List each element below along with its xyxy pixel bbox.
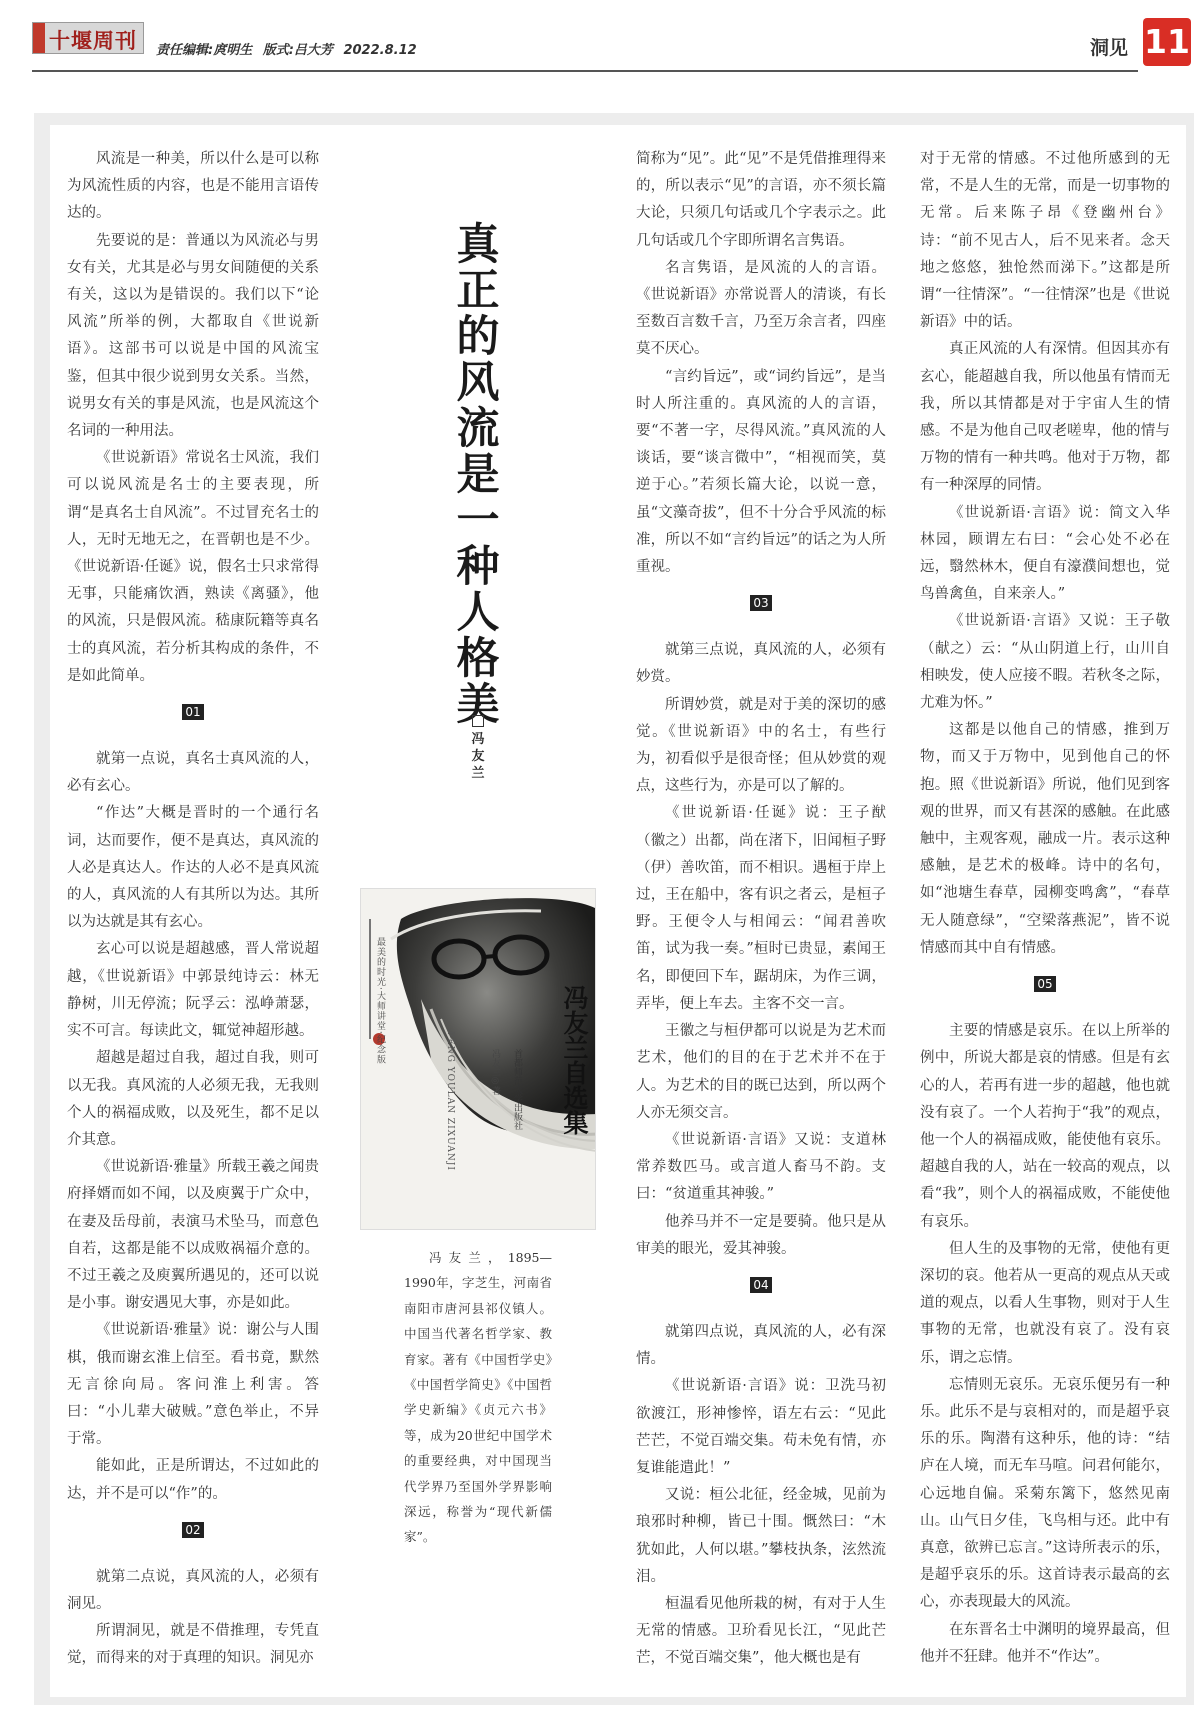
article-paragraph: 《世说新语·言语》说：卫洗马初欲渡江，形神惨悴，语左右云：“见此芒芒，不觉百端交集。苟未免有情，亦复谁能遣此！” <box>636 1378 886 1476</box>
article-paragraph: 就第一点说，真名士真风流的人，必有玄心。 <box>67 751 319 795</box>
article-paragraph: 在东晋名士中渊明的境界最高，但他并不狂肆。他并不“作达”。 <box>920 1621 1170 1665</box>
article-column-1 <box>67 146 319 1673</box>
article-paragraph: 桓温看见他所栽的树，有对于人生无常的情感。卫玠看见长江，“见此芒芒，不觉百端交集”，他大概也是有 <box>636 1595 886 1667</box>
article-paragraph: 但人生的及事物的无常，使他有更深切的哀。他若从一更高的观点从天或道的观点，以看人生事物，则对于人生事物的无常，也就没有哀了。没有哀乐，谓之忘情。 <box>920 1240 1170 1366</box>
article-paragraph: 对于无常的情感。不过他所感到的无常，不是人生的无常，而是一切事物的无常。后来陈子昂《登幽州台》诗：“前不见古人，后不见来者。念天地之悠悠，独怆然而涕下。”这都是所谓“一往情深”。“一往情深”也是《世说新语》中的话。 <box>920 151 1170 331</box>
article-paragraph: 又说：桓公北征，经金城，见前为琅邪时种柳，皆已十围。慨然曰：“木犹如此，人何以堪。”攀枝执条，泫然流泪。 <box>636 1487 886 1585</box>
article-paragraph: 《世说新语·言语》又说：王子敬（献之）云：“从山阴道上行，山川自相映发，使人应接不暇。若秋冬之际，尤难为怀。” <box>920 613 1170 712</box>
article-paragraph: 这都是以他自己的情感，推到万物，而又于万物中，见到他自己的怀抱。照《世说新语》所说，他们见到客观的世界，而又有甚深的感触。在此感触中，主观客观，融成一片。表示这种感触，是艺术的极峰。诗中的名句，如“池塘生春草，园柳变鸣禽”，“春草无人随意绿”，“空梁落燕泥”，皆不说情感而其中自有情感。 <box>920 722 1170 956</box>
book-title: 冯友兰自选集 <box>560 985 589 1135</box>
section-name: 洞见 <box>1090 37 1129 59</box>
section-number-badge: 05 <box>1034 976 1056 992</box>
book-publisher: 首都师范大学出版社 <box>512 1049 522 1130</box>
article-paragraph: 简称为“见”。此“见”不是凭借推理得来的，所以表示“见”的言语，亦不须长篇大论，只须几句话或几个字表示之。此几句话或几个字即所谓名言隽语。 <box>636 151 886 249</box>
author-square-icon <box>472 715 484 727</box>
article-column-3 <box>636 146 886 1673</box>
issue-date: 2022.8.12 <box>343 43 417 58</box>
article-paragraph: 《世说新语·任诞》说：王子猷（徽之）出都，尚在渚下，旧闻桓子野（伊）善吹笛，而不相识。遇桓于岸上过，王在船中，客有识之者云，是桓子野。王便令人与相闻云：“闻君善吹笛，试为我一奏。”桓时已贵显，素闻王名，即便回下车，踞胡床，为作三调，弄毕，便上车去。主客不交一言。 <box>636 805 886 1012</box>
article-paragraph: 《世说新语》常说名士风流，我们可以说风流是名士的主要表现，所谓“是真名士自风流”。不过冒充名士的人，无时无地无之，在晋朝也是不少。《世说新语·任诞》说，假名士只求常得无事，只能痛饮酒，熟读《离骚》，他的风流，只是假风流。嵇康阮籍等真名士的真风流，若分析其构成的条件，不是如此简单。 <box>67 450 319 684</box>
article-column-4 <box>920 146 1170 1671</box>
article-paragraph: 《世说新语·雅量》说：谢公与人围棋，俄而谢玄淮上信至。看书竟，默然无言徐向局。客问淮上利害。答曰：“小儿辈大破贼。”意色举止，不异于常。 <box>67 1322 319 1448</box>
book-english-title: FENG YOULAN ZIXUANJI <box>445 1031 455 1171</box>
article-paragraph: 超越是超过自我，超过自我，则可以无我。真风流的人必须无我，无我则个人的祸福成败，以及死生，都不足以介其意。 <box>67 1050 319 1148</box>
article-author <box>468 715 488 782</box>
article-paragraph: 《世说新语·言语》说：简文入华林园，顾谓左右曰：“会心处不必在远，翳然林木，便自有濠濮间想也，觉鸟兽禽鱼，自来亲人。” <box>920 504 1170 603</box>
page-header <box>0 0 1200 100</box>
article-paragraph: 他养马并不一定是要骑。他只是从审美的眼光，爱其神骏。 <box>636 1213 886 1257</box>
author-name: 冯友兰 <box>471 732 485 781</box>
article-paragraph: 先要说的是：普通以为风流必与男女有关，尤其是必与男女间随便的关系有关，这以为是错误的。我们以下“论风流”所举的例，大都取自《世说新语》。这部书可以说是中国的风流宝鉴，但其中很少说到男女关系。当然，说男女有关的事是风流，也是风流这个名词的一种用法。 <box>67 232 319 440</box>
article-paragraph: 《世说新语·言语》又说：支道林常养数匹马。或言道人畜马不韵。支曰：“贫道重其神骏。” <box>636 1131 886 1203</box>
section-number-badge: 03 <box>750 595 772 611</box>
article-paragraph: 《世说新语·雅量》所载王羲之闻贵府择婿而如不闻，以及庾翼于广众中，在妻及岳母前，表演马术坠马，而意色自若，这都是能不以成败祸福介意的。不过王羲之及庾翼所遇见的，还可以说是小事。谢安遇见大事，亦是如此。 <box>67 1159 319 1312</box>
article-paragraph: “言约旨远”，或“词约旨远”，是当时人所注重的。真风流的人的言语，要“不著一字，尽得风流。”真风流的人谈话，要“谈言微中”，“相视而笑，莫逆于心。”若须长篇大论，以说一意，虽“文藻奇拔”，但不十分合乎风流的标准，所以不如“言约旨远”的话之为人所重视。 <box>636 368 886 576</box>
article-paragraph: 玄心可以说是超越感，晋人常说超越，《世说新语》中郭景纯诗云：林无静树，川无停流；阮孚云：泓峥萧瑟，实不可言。每读此文，辄觉神超形越。 <box>67 941 319 1040</box>
page-number: 11 <box>1143 18 1191 66</box>
article-paragraph: “作达”大概是晋时的一个通行名词，达而要作，便不是真达，真风流的人必是真达人。作达的人必不是真风流的人，真风流的人有其所以为达。其所以为达就是其有玄心。 <box>67 805 319 931</box>
article-paragraph: 王徽之与桓伊都可以说是为艺术而艺术，他们的目的在于艺术并不在于人。为艺术的目的既已达到，所以两个人亦无须交言。 <box>636 1023 886 1121</box>
section-number-badge: 04 <box>750 1277 772 1293</box>
layout-credit: 版式:吕大芳 <box>262 43 333 58</box>
logo-bar <box>33 23 45 53</box>
editor-credit: 责任编辑:庹明生 <box>156 43 253 58</box>
article-paragraph: 所谓洞见，就是不借推理，专凭直觉，而得来的对于真理的知识。洞见亦 <box>67 1623 319 1667</box>
article-paragraph: 就第二点说，真风流的人，必须有洞见。 <box>67 1568 319 1612</box>
logo-text: 十堰周刊 <box>49 29 137 53</box>
article-paragraph: 名言隽语，是风流的人的言语。《世说新语》亦常说晋人的清谈，有长至数百言数千言，乃至万余言者，四座莫不厌心。 <box>636 259 886 358</box>
caption-text: 冯友兰，1895—1990年，字芝生，河南省南阳市唐河县祁仪镇人。中国当代著名哲学家、教育家。著有《中国哲学史》《中国哲学简史》《中国哲学史新编》《贞元六书》等，成为20世纪中国学术的重要经典，对中国现当代学界乃至国外学界影响深远，称誉为“现代新儒家”。 <box>404 1250 552 1545</box>
article-paragraph: 风流是一种美，所以什么是可以称为风流性质的内容，也是不能用言语传达的。 <box>67 151 319 222</box>
section-number-badge: 01 <box>182 704 204 720</box>
article-paragraph: 所谓妙赏，就是对于美的深切的感觉。《世说新语》中的名士，有些行为，初看似乎是很奇怪；但从妙赏的观点，这些行为，亦是可以了解的。 <box>636 696 886 795</box>
article-paragraph: 主要的情感是哀乐。在以上所举的例中，所说大都是哀的情感。但是有玄心的人，若再有进一步的超越，他也就没有哀了。一个人若拘于“我”的观点，他一个人的祸福成败，能使他有哀乐。超越自我的人，站在一较高的观点，以看“我”，则个人的祸福成败，不能使他有哀乐。 <box>920 1023 1170 1230</box>
article-paragraph: 就第三点说，真风流的人，必须有妙赏。 <box>636 642 886 686</box>
book-cover-image <box>360 888 596 1230</box>
edition-meta <box>156 39 423 58</box>
article-paragraph: 能如此，正是所谓达，不过如此的达，并不是可以“作”的。 <box>67 1458 319 1502</box>
header-rule <box>32 70 1138 72</box>
article-title: 真正的风流是一种人格美 <box>456 220 500 730</box>
article-paragraph: 真正风流的人有深情。但因其亦有玄心，能超越自我，所以他虽有情而无我，所以其情都是对于宇宙人生的情感。不是为他自己叹老嗟卑，他的情与万物的情有一种共鸣。他对于万物，都有一种深厚的同情。 <box>920 341 1170 494</box>
newspaper-logo <box>32 22 144 54</box>
section-number-badge: 02 <box>182 1522 204 1538</box>
author-bio-caption <box>404 1245 552 1550</box>
article-paragraph: 就第四点说，真风流的人，必有深情。 <box>636 1323 886 1368</box>
book-author: 冯友兰◎著 <box>490 1049 500 1095</box>
book-series: 最美的时光·大师讲堂·纪念版 <box>375 937 385 1065</box>
article-paragraph: 忘情则无哀乐。无哀乐便另有一种乐。此乐不是与哀相对的，而是超乎哀乐的乐。陶潜有这种乐，他的诗：“结庐在人境，而无车马喧。问君何能尔，心远地自偏。采菊东篱下，悠然见南山。山气日夕佳，飞鸟相与还。此中有真意，欲辨已忘言。”这诗所表示的乐，是超乎哀乐的乐。这首诗表示最高的玄心，亦表现最大的风流。 <box>920 1376 1170 1611</box>
